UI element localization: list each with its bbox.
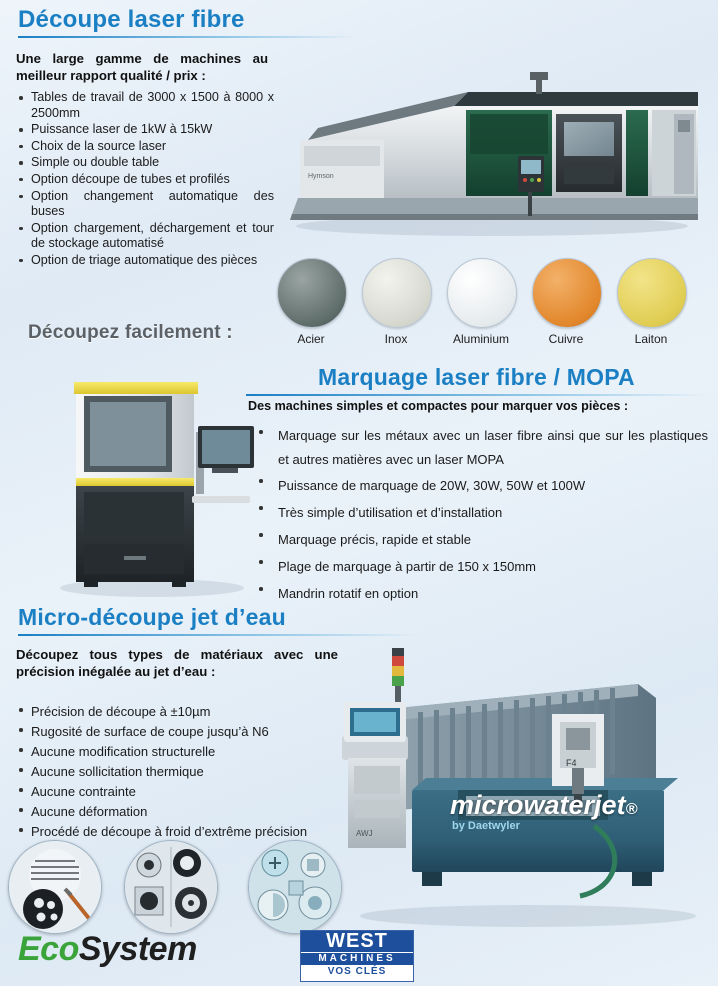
laser-machine-image (278, 48, 706, 240)
cut-easily-heading: Découpez facilement : (28, 322, 233, 343)
sample-image-2 (124, 840, 218, 934)
list-item: Puissance de marquage de 20W, 30W, 50W et 100W (256, 473, 708, 499)
list-item: Choix de la source laser (16, 139, 274, 155)
section-title-waterjet: Micro-découpe jet d’eau (18, 604, 286, 630)
list-item: Tables de travail de 3000 x 1500 à 8000 x 2500mm (16, 90, 274, 121)
microwaterjet-sublabel: by Daetwyler (452, 820, 520, 832)
list-item: Aucune déformation (16, 802, 356, 821)
list-item: Option découpe de tubes et profilés (16, 172, 274, 188)
section-title-marking: Marquage laser fibre / MOPA (318, 364, 635, 390)
material-label-acier: Acier (297, 332, 325, 346)
waterjet-machine-image (338, 640, 710, 930)
marking-machine-image (40, 372, 270, 602)
section-rule-laser (18, 36, 358, 38)
material-swatch-cuivre (532, 258, 602, 328)
material-swatch-acier (277, 258, 347, 328)
west-machines-logo (300, 930, 414, 982)
list-item: Plage de marquage à partir de 150 x 150mm (256, 554, 708, 580)
ecosystem-logo-suffix: System (78, 930, 197, 968)
list-item: Aucune sollicitation thermique (16, 762, 356, 781)
material-swatch-aluminium (447, 258, 517, 328)
west-logo-line2: MACHINES (301, 952, 413, 965)
list-item: Marquage sur les métaux avec un laser fibre ainsi que sur les plastiques et autres matières avec un laser MOPA (256, 424, 708, 472)
microwaterjet-logo-text (450, 790, 637, 821)
ecosystem-logo-prefix: Eco (18, 930, 79, 968)
microwaterjet-reg-icon: ® (625, 801, 638, 818)
list-item: Puissance laser de 1kW à 15kW (16, 122, 274, 138)
section-rule-waterjet (18, 634, 418, 636)
list-item: Précision de découpe à ±10µm (16, 702, 356, 721)
marking-bullet-list (256, 424, 708, 608)
list-item: Option changement automatique des buses (16, 189, 274, 220)
list-item: Marquage précis, rapide et stable (256, 527, 708, 553)
sample-image-1 (8, 840, 102, 934)
west-logo-line1: WEST (301, 931, 413, 952)
material-label-inox: Inox (384, 332, 408, 346)
list-item: Option chargement, déchargement et tour de stockage automatisé (16, 221, 274, 252)
list-item: Simple ou double table (16, 155, 274, 171)
sample-image-3 (248, 840, 342, 934)
section-rule-marking (246, 394, 712, 396)
microwaterjet-label: microwaterjet (450, 790, 626, 820)
material-label-aluminium: Aluminium (452, 332, 509, 346)
material-swatch-inox (362, 258, 432, 328)
ecosystem-logo (18, 930, 197, 969)
waterjet-side-label: AWJ (356, 829, 373, 838)
list-item: Mandrin rotatif en option (256, 581, 708, 607)
laser-bullet-list (16, 90, 274, 270)
material-swatch-laiton (617, 258, 687, 328)
list-item: Rugosité de surface de coupe jusqu’à N6 (16, 722, 356, 741)
section-title-laser: Découpe laser fibre (18, 6, 245, 33)
list-item: Aucune contrainte (16, 782, 356, 801)
laser-intro-text: Une large gamme de machines au meilleur rapport qualité / prix : (16, 51, 268, 83)
waterjet-panel-label: F4 (566, 758, 577, 768)
list-item: Procédé de découpe à froid d’extrême précision (16, 822, 356, 841)
waterjet-bullet-list (16, 702, 356, 842)
material-label-cuivre: Cuivre (548, 332, 584, 346)
machine-brand-label: Hymson (308, 173, 334, 180)
list-item: Aucune modification structurelle (16, 742, 356, 761)
waterjet-intro-text: Découpez tous types de matériaux avec une précision inégalée au jet d’eau : (16, 647, 338, 679)
material-label-laiton: Laiton (634, 332, 668, 346)
marking-intro-text: Des machines simples et compactes pour marquer vos pièces : (248, 399, 629, 413)
list-item: Très simple d’utilisation et d’installation (256, 500, 708, 526)
west-logo-line3: VOS CLÉS (327, 966, 387, 977)
list-item: Option de triage automatique des pièces (16, 253, 274, 269)
